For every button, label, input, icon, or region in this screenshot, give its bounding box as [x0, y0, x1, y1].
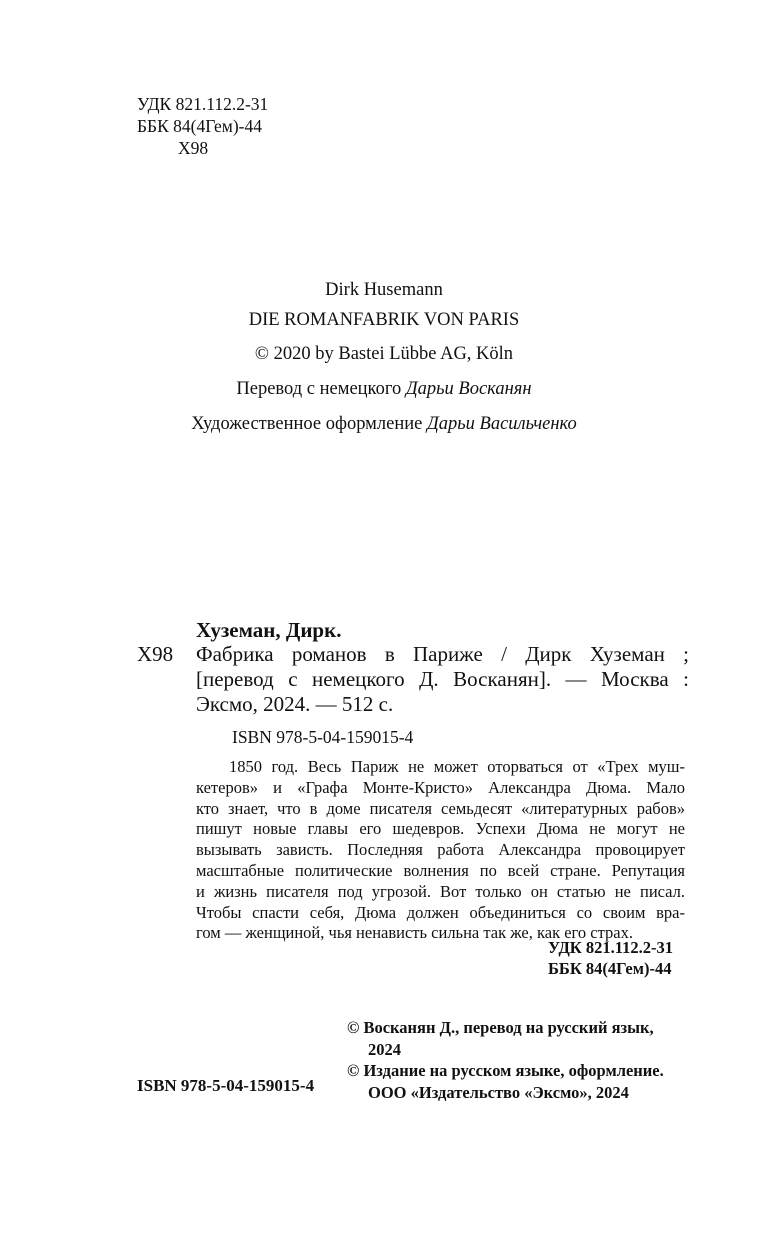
design-prefix: Художественное оформление [191, 414, 423, 434]
annotation-line: и жизнь писателя под угрозой. Вот только он статью не писал. [196, 881, 685, 901]
classification-codes [137, 93, 268, 159]
translation-prefix: Перевод с немецкого [236, 379, 402, 399]
design-credit [0, 414, 768, 435]
catalog-description-line: [перевод с немецкого Д. Восканян]. — Москва : [196, 667, 689, 691]
bottom-udk-code: УДК 821.112.2-31 [548, 938, 673, 957]
annotation-line: вызывать зависть. Последняя работа Александра провоцирует [196, 840, 685, 860]
catalog-description-line: Эксмо, 2024. — 512 с. [196, 692, 394, 716]
catalog-description [196, 642, 689, 717]
edition-copyright: © Издание на русском языке, оформление. [347, 1061, 664, 1080]
copyright-block [347, 1017, 664, 1103]
udk-code: УДК 821.112.2-31 [137, 94, 269, 114]
catalog-isbn: ISBN 978-5-04-159015-4 [232, 727, 414, 747]
original-copyright: © 2020 by Bastei Lübbe AG, Köln [254, 344, 514, 364]
catalog-author-mark: Х98 [137, 642, 174, 666]
annotation-line: кто знает, что в доме писателя семьдесят «литературных рабов» [196, 798, 685, 818]
translation-copyright-year: 2024 [368, 1039, 401, 1059]
author-mark: Х98 [178, 138, 209, 158]
annotation [196, 757, 685, 944]
bottom-classification-codes [548, 937, 673, 979]
catalog-description-line: Фабрика романов в Париже / Дирк Хуземан ; [196, 642, 689, 666]
annotation-line: кетеров» и «Графа Монте-Кристо» Александра Дюма. Мало [196, 777, 685, 797]
original-title: DIE ROMANFABRIK VON PARIS [248, 310, 520, 330]
bottom-bbk-code: ББК 84(4Гем)-44 [548, 959, 672, 978]
translator-name: Дарьи Восканян [405, 379, 532, 399]
annotation-line: 1850 год. Весь Париж не может оторваться от «Трех муш- [229, 757, 685, 776]
annotation-line: масштабные политические волнения по всей стране. Репутация [196, 860, 685, 880]
original-author: Dirk Husemann [325, 280, 443, 300]
annotation-line: гом — женщиной, чья ненависть сильна так же, как его страх. [196, 923, 633, 943]
bbk-code: ББК 84(4Гем)-44 [137, 116, 263, 136]
designer-name: Дарьи Васильченко [426, 414, 577, 434]
translation-copyright: © Восканян Д., перевод на русский язык, [347, 1018, 654, 1037]
annotation-line: пишут новые главы его шедевров. Успехи Дюма не могут не [196, 819, 685, 839]
bottom-isbn: ISBN 978-5-04-159015-4 [137, 1076, 315, 1095]
catalog-author-heading: Хуземан, Дирк. [196, 618, 342, 642]
annotation-line: Чтобы спасти себя, Дюма должен объединиться со своим вра- [196, 902, 685, 922]
publisher-copyright: ООО «Издательство «Эксмо», 2024 [368, 1082, 629, 1102]
translation-credit [0, 379, 768, 400]
